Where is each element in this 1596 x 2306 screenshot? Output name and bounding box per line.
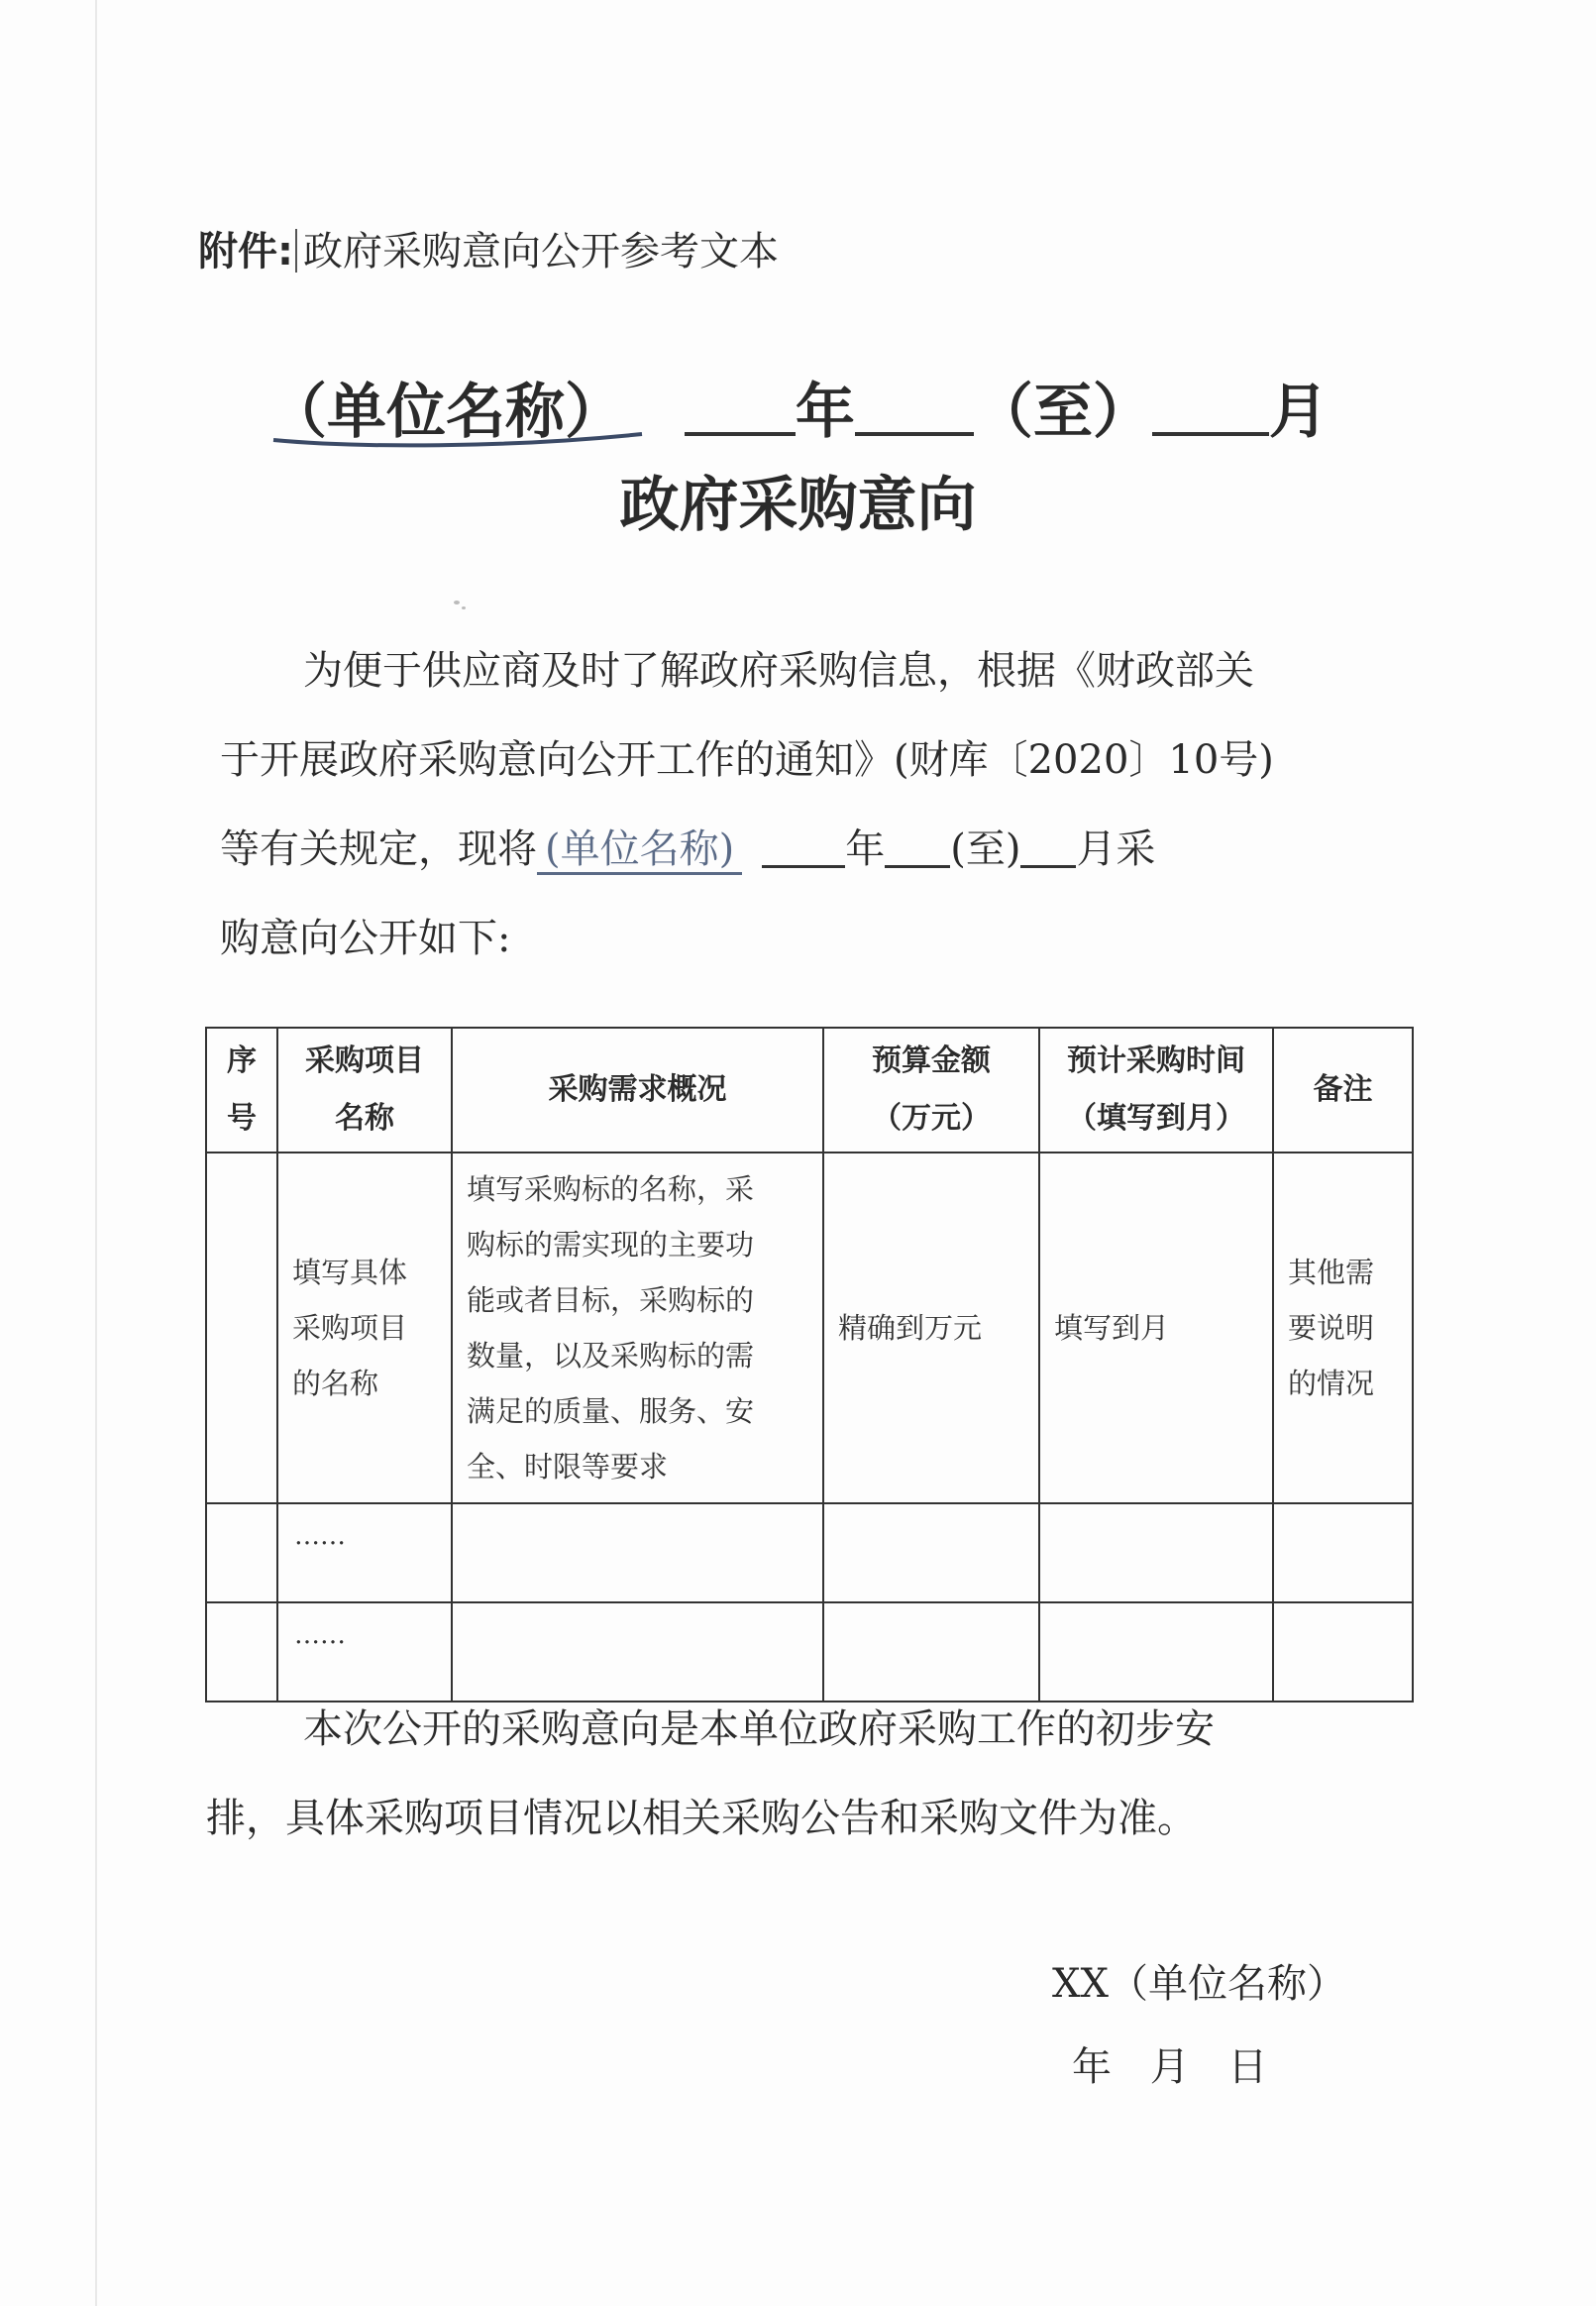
attachment-title: 政府采购意向公开参考文本 (303, 229, 779, 275)
signature-date: 年 月 日 (1072, 2044, 1268, 2090)
intro-line-2: 于开展政府采购意向公开工作的通知》(财库〔2020〕10号) (220, 737, 1274, 783)
page-subtitle: 政府采购意向 (619, 471, 977, 540)
table-row (206, 1153, 1413, 1503)
cell-ellipsis: …… (277, 1503, 452, 1602)
cell-requirements: 填写采购标的名称，采 购标的需实现的主要功 能或者目标，采购标的 数量，以及采购标的需 满足的质量、服务、安 全、时限等要求 (452, 1153, 823, 1503)
cell-empty (1039, 1503, 1273, 1602)
cell-budget: 精确到万元 (823, 1153, 1039, 1503)
intro-year-blank (762, 824, 845, 868)
closing-line-1: 本次公开的采购意向是本单位政府采购工作的初步安 (303, 1706, 1215, 1752)
cell-empty (1273, 1503, 1413, 1602)
attachment-label: 附件: (198, 229, 293, 275)
table-header-row (206, 1028, 1413, 1153)
intro-line-3-prefix: 等有关规定，现将 (220, 826, 537, 872)
intro-end-blank (1020, 824, 1076, 868)
closing-paragraph (206, 1685, 1395, 1863)
cell-empty (452, 1503, 823, 1602)
cell-empty (823, 1503, 1039, 1602)
heading-month: 月 (1268, 378, 1329, 447)
heading-unit: （单位名称） (267, 378, 624, 447)
intro-year: 年 (845, 826, 886, 872)
month-start-blank (855, 365, 974, 436)
intro-line-3 (220, 805, 1369, 894)
handwritten-underline (269, 428, 646, 452)
intro-start-blank (885, 824, 950, 868)
cell-note: 其他需 要说明 的情况 (1273, 1153, 1413, 1503)
signature-unit: XX（单位名称） (1052, 1961, 1346, 2007)
header-item-name: 采购项目 名称 (277, 1028, 452, 1153)
cell-seq (206, 1153, 277, 1503)
cell-ellipsis: …… (277, 1602, 452, 1702)
table-row (206, 1503, 1413, 1602)
month-end-blank (1152, 365, 1269, 436)
procurement-table (205, 1027, 1414, 1702)
year-blank (685, 365, 796, 436)
header-note: 备注 (1273, 1028, 1413, 1153)
header-seq: 序 号 (206, 1028, 277, 1153)
header-budget: 预算金额 （万元） (823, 1028, 1039, 1153)
closing-line-2: 排，具体采购项目情况以相关采购公告和采购文件为准。 (206, 1796, 1197, 1841)
intro-line-4: 购意向公开如下: (220, 916, 511, 961)
header-time: 预计采购时间 （填写到月） (1039, 1028, 1273, 1153)
intro-to: (至) (950, 826, 1021, 872)
header-requirements: 采购需求概况 (452, 1028, 823, 1153)
cursor-mark (295, 229, 297, 273)
attachment-line (198, 220, 779, 276)
intro-line-1: 为便于供应商及时了解政府采购信息，根据《财政部关 (303, 648, 1254, 694)
scan-speck (462, 606, 466, 609)
heading-year: 年 (795, 378, 855, 447)
scan-speck (454, 601, 460, 604)
cell-item-name: 填写具体 采购项目 的名称 (277, 1153, 452, 1503)
intro-paragraph (220, 626, 1369, 983)
cell-time: 填写到月 (1039, 1153, 1273, 1503)
intro-month: 月采 (1076, 826, 1156, 872)
cell-seq (206, 1503, 277, 1602)
scan-edge-line (95, 0, 97, 2306)
intro-unit-name: (单位名称) (537, 826, 742, 875)
heading-to: （至） (973, 378, 1152, 447)
